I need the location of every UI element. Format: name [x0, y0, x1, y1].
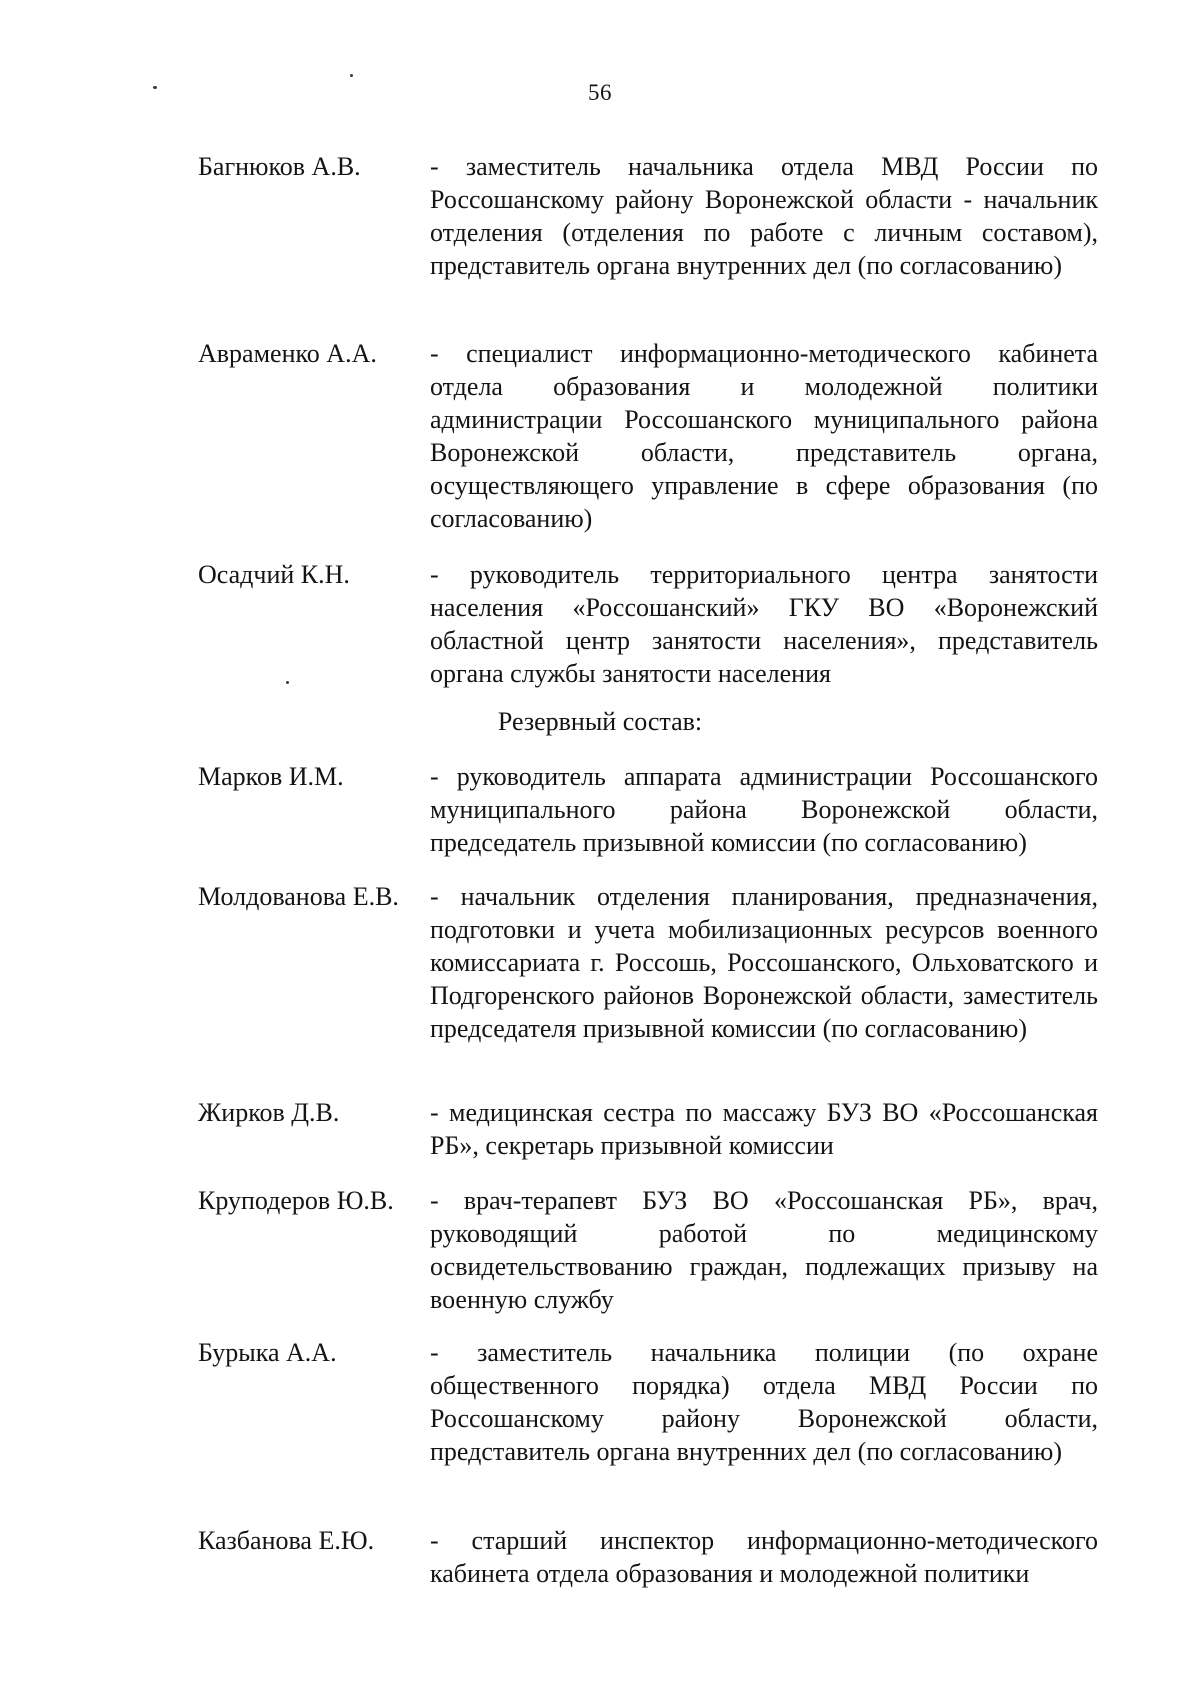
page-number: 56 [588, 80, 612, 105]
reserve-member-role: - врач-терапевт БУЗ ВО «Россошанская РБ», врач, руководящий работой по медицинскому освидетельствованию граждан, подлежащих призыву на военную службу [430, 1186, 1098, 1314]
member-name: Багнюков А.В. [198, 152, 361, 181]
scan-speck [350, 74, 353, 77]
reserve-member-name: Бурыка А.А. [198, 1338, 337, 1367]
member-role: - заместитель начальника отдела МВД России по Россошанскому району Воронежской области - начальник отделения (отделения по работе с личным составом), представитель органа внутренних дел (по согласованию) [430, 152, 1098, 280]
member-name: Осадчий К.Н. [198, 560, 350, 589]
reserve-member-role: - начальник отделения планирования, предназначения, подготовки и учета мобилизационных ресурсов военного комиссариата г. Россошь, Россошанского, Ольховатского и Подгоренского районов Воронежской области, заместитель председателя призывной комиссии (по согласованию) [430, 882, 1098, 1043]
reserve-member-entry [198, 760, 1098, 859]
member-entry [198, 337, 1098, 535]
reserve-section-heading: Резервный состав: [497, 707, 703, 736]
reserve-member-role: - старший инспектор информационно-методического кабинета отдела образования и молодежной политики [430, 1526, 1098, 1588]
reserve-member-name: Казбанова Е.Ю. [198, 1526, 375, 1555]
reserve-member-name: Марков И.М. [198, 762, 344, 791]
reserve-member-entry [198, 1336, 1098, 1468]
reserve-member-name: Молдованова Е.В. [198, 882, 399, 911]
reserve-member-entry [198, 1524, 1098, 1590]
member-role: - руководитель территориального центра занятости населения «Россошанский» ГКУ ВО «Воронежский областной центр занятости населения», представитель органа службы занятости населения [430, 560, 1098, 688]
member-entry [198, 558, 1098, 690]
reserve-member-name: Круподеров Ю.В. [198, 1186, 394, 1215]
reserve-member-entry [198, 880, 1098, 1045]
member-entry [198, 150, 1098, 282]
reserve-member-role: - медицинская сестра по массажу БУЗ ВО «Россошанская РБ», секретарь призывной комиссии [430, 1098, 1098, 1160]
reserve-member-name: Жирков Д.В. [198, 1098, 340, 1127]
reserve-member-entry [198, 1184, 1098, 1316]
member-name: Авраменко А.А. [198, 339, 377, 368]
reserve-member-role: - заместитель начальника полиции (по охране общественного порядка) отдела МВД России по Россошанскому району Воронежской области, представитель органа внутренних дел (по согласованию) [430, 1338, 1098, 1466]
member-role: - специалист информационно-методического кабинета отдела образования и молодежной политики администрации Россошанского муниципального района Воронежской области, представитель органа, осуществляющего управление в сфере образования (по согласованию) [430, 339, 1098, 533]
reserve-member-role: - руководитель аппарата администрации Россошанского муниципального района Воронежской области, председатель призывной комиссии (по согласованию) [430, 762, 1098, 857]
reserve-member-entry [198, 1096, 1098, 1162]
